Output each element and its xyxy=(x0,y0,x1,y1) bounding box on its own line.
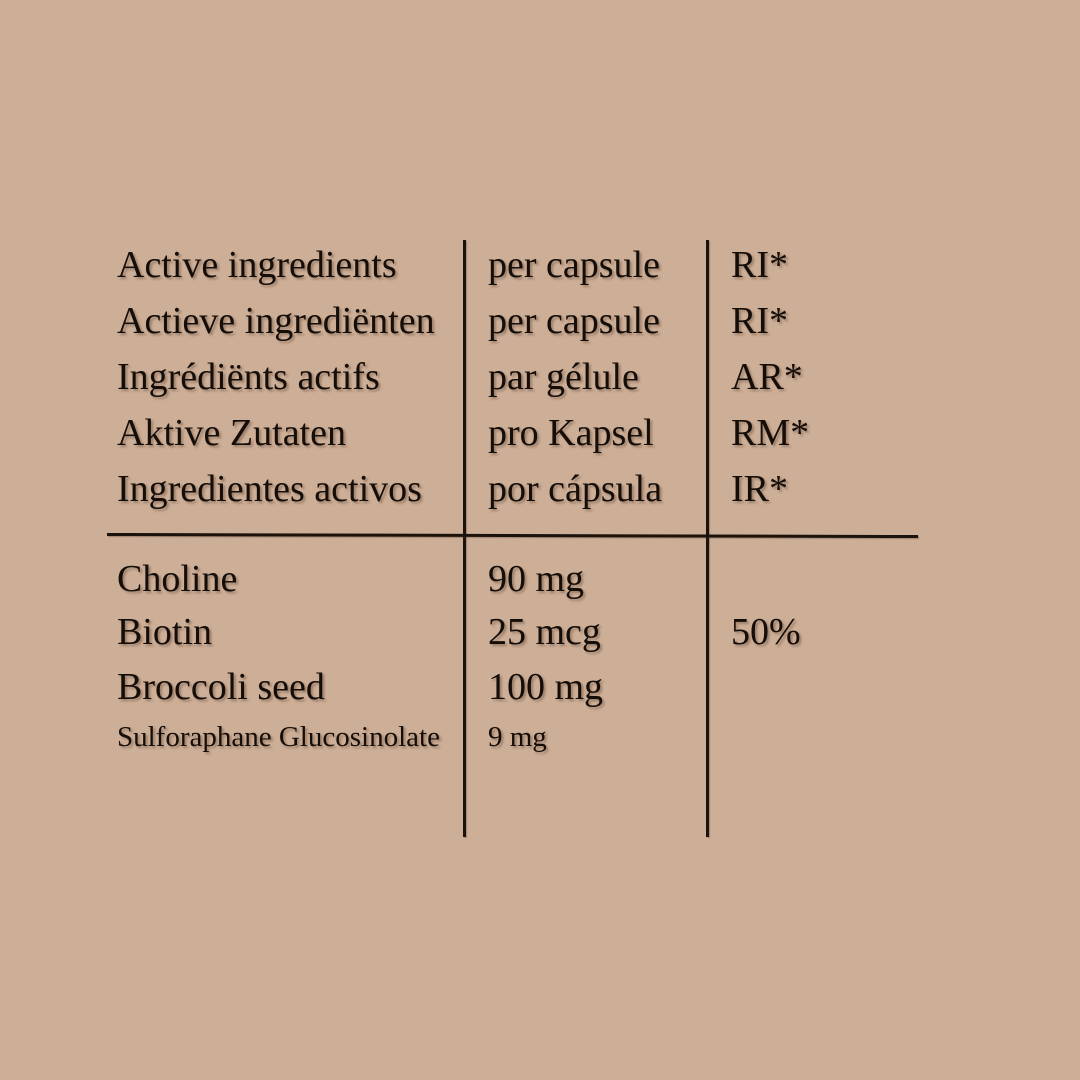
ingredient-amount: 90 mg xyxy=(488,558,585,600)
header-row-french xyxy=(108,349,938,405)
ingredient-amount-cell xyxy=(464,613,707,651)
header-ingredient-cell xyxy=(108,246,464,284)
ingredient-row-choline xyxy=(108,551,938,607)
header-row-spanish xyxy=(108,461,938,517)
ingredient-name-cell xyxy=(108,613,464,651)
ingredient-amount-cell xyxy=(464,720,707,753)
header-amount-label: per capsule xyxy=(488,244,660,286)
header-amount-label: per capsule xyxy=(488,300,660,342)
ingredient-name: Choline xyxy=(117,558,238,600)
ingredient-row-broccoli-seed xyxy=(108,659,938,715)
header-row-german xyxy=(108,405,938,461)
ingredient-amount-cell xyxy=(464,668,707,706)
header-ingredient-cell xyxy=(108,358,464,396)
header-ingredient-cell xyxy=(108,470,464,508)
header-ri-cell xyxy=(707,358,938,396)
header-divider-line xyxy=(107,533,918,538)
ingredient-name: Biotin xyxy=(117,611,213,653)
ingredient-row-biotin xyxy=(108,604,938,660)
header-ingredient-label: Aktive Zutaten xyxy=(117,412,346,454)
ingredient-ri-cell xyxy=(707,613,938,651)
header-amount-label: pro Kapsel xyxy=(488,412,654,454)
ingredient-amount: 25 mcg xyxy=(488,611,601,653)
ingredient-name-cell xyxy=(108,560,464,598)
header-amount-label: par gélule xyxy=(488,356,639,398)
ingredient-amount: 9 mg xyxy=(488,720,547,753)
header-amount-cell xyxy=(464,246,707,284)
header-amount-label: por cápsula xyxy=(488,468,663,510)
ingredient-ri-value: 50% xyxy=(731,611,801,653)
ingredient-row-sulforaphane-glucosinolate xyxy=(108,713,938,761)
header-ri-cell xyxy=(707,414,938,452)
ingredient-amount-cell xyxy=(464,560,707,598)
header-ri-label: IR* xyxy=(731,468,788,510)
header-amount-cell xyxy=(464,470,707,508)
header-amount-cell xyxy=(464,414,707,452)
ingredient-name: Sulforaphane Glucosinolate xyxy=(117,720,440,753)
header-amount-cell xyxy=(464,358,707,396)
ingredient-name: Broccoli seed xyxy=(117,666,325,708)
header-ingredient-label: Active ingredients xyxy=(117,244,397,286)
header-ri-label: RI* xyxy=(731,300,788,342)
header-ingredient-label: Ingredientes activos xyxy=(117,468,422,510)
header-amount-cell xyxy=(464,302,707,340)
header-ingredient-cell xyxy=(108,414,464,452)
header-ri-cell xyxy=(707,470,938,508)
header-ri-label: AR* xyxy=(731,356,803,398)
header-ingredient-label: Actieve ingrediënten xyxy=(117,300,435,342)
header-ri-label: RI* xyxy=(731,244,788,286)
header-ingredient-label: Ingrédiënts actifs xyxy=(117,356,380,398)
header-ri-cell xyxy=(707,302,938,340)
header-ri-label: RM* xyxy=(731,412,810,454)
ingredient-name-cell xyxy=(108,720,464,753)
header-row-dutch xyxy=(108,293,938,349)
header-ri-cell xyxy=(707,246,938,284)
header-row-english xyxy=(108,237,938,293)
ingredient-name-cell xyxy=(108,668,464,706)
ingredient-amount: 100 mg xyxy=(488,666,604,708)
header-ingredient-cell xyxy=(108,302,464,340)
